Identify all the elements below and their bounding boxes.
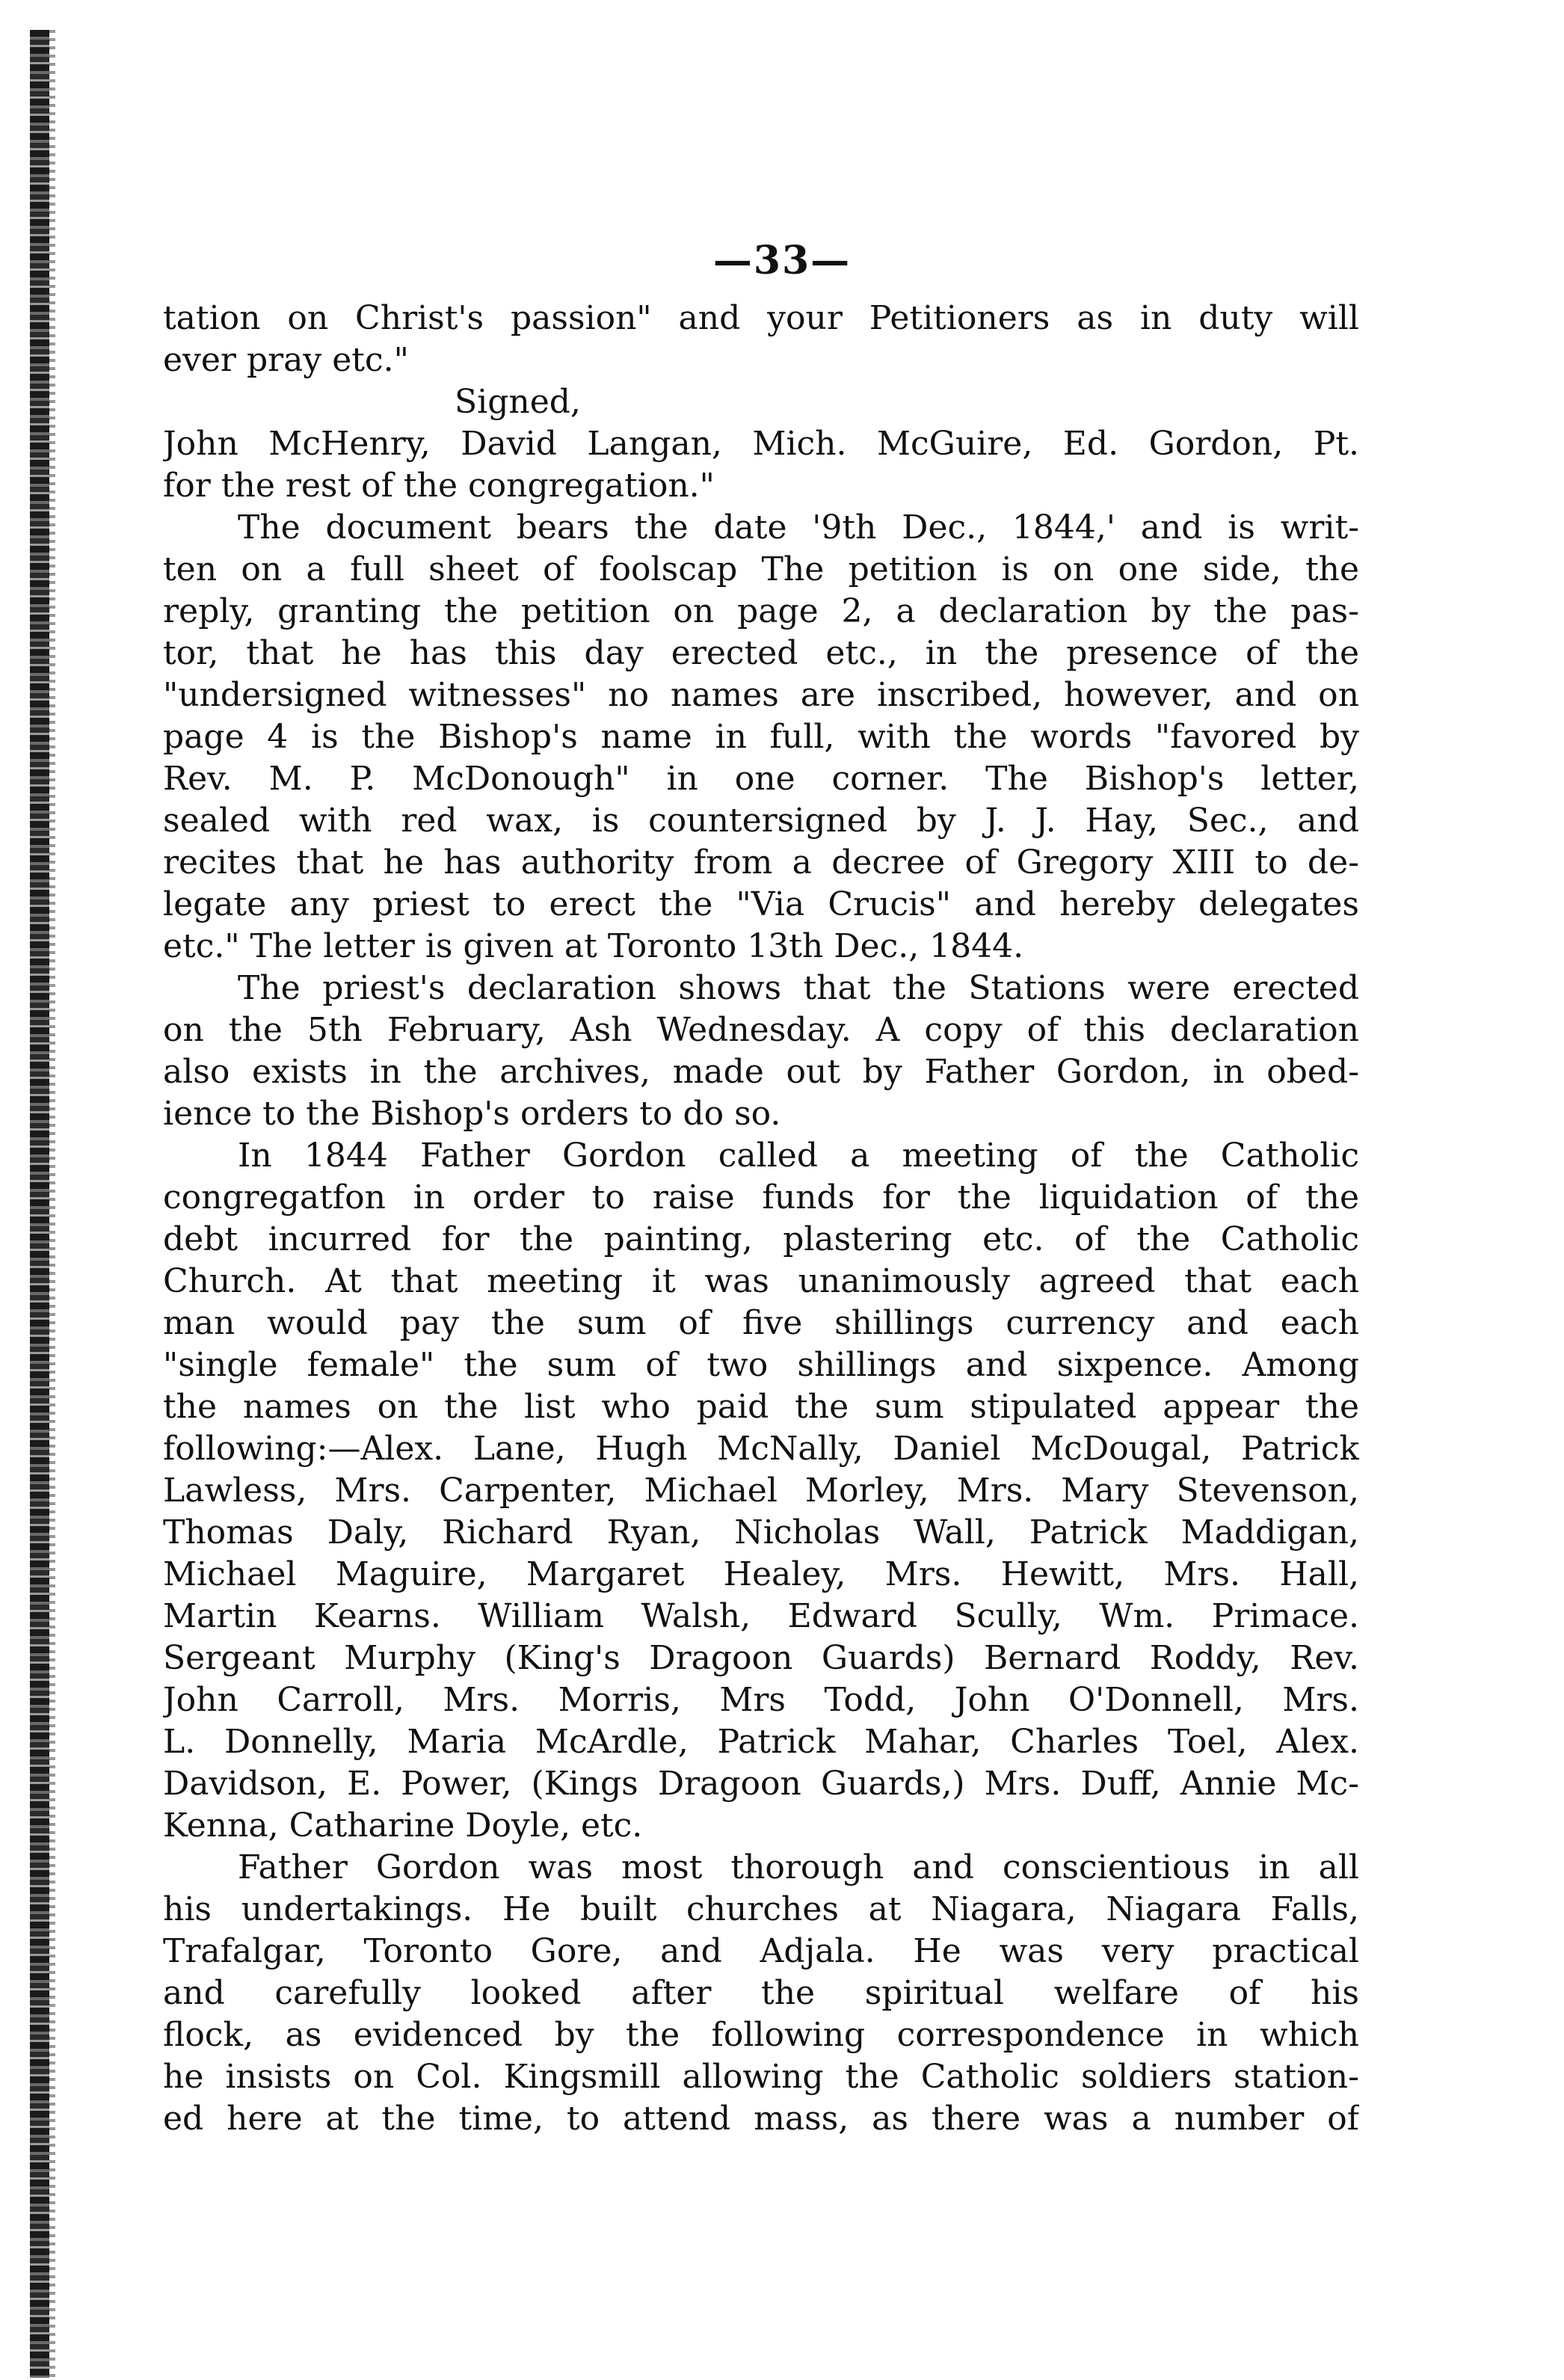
text-line: and carefully looked after the spiritual welfare of his [163, 1974, 1359, 2012]
text-line: The priest's declaration shows that the Stations were erected [238, 969, 1359, 1007]
text-line: John McHenry, David Langan, Mich. McGuire, Ed. Gordon, Pt. [163, 425, 1359, 463]
text-line: Father Gordon was most thorough and conscientious in all [238, 1848, 1359, 1887]
text-line: Martin Kearns. William Walsh, Edward Scully, Wm. Primace. [163, 1597, 1359, 1635]
text-line: Michael Maguire, Margaret Healey, Mrs. Hewitt, Mrs. Hall, [163, 1555, 1359, 1593]
text-line: "undersigned witnesses" no names are inscribed, however, and on [163, 676, 1359, 714]
text-line: legate any priest to erect the "Via Crucis" and hereby delegates [163, 885, 1359, 923]
text-line: flock, as evidenced by the following correspondence in which [163, 2016, 1359, 2054]
text-line: etc." The letter is given at Toronto 13th Dec., 1844. [163, 927, 1024, 965]
paragraph-document-description [163, 507, 1359, 968]
text-line: ience to the Bishop's orders to do so. [163, 1095, 781, 1133]
text-line: for the rest of the congregation." [163, 467, 715, 505]
page-binding-edge [30, 30, 49, 2378]
text-line: recites that he has authority from a decree of Gregory XIII to de- [163, 843, 1359, 882]
text-line: Sergeant Murphy (King's Dragoon Guards) Bernard Roddy, Rev. [163, 1639, 1359, 1677]
signed-label: Signed, [455, 383, 581, 421]
text-line: his undertakings. He built churches at Niagara, Niagara Falls, [163, 1890, 1359, 1928]
text-line: L. Donnelly, Maria McArdle, Patrick Mahar, Charles Toel, Alex. [163, 1723, 1359, 1761]
text-line: tation on Christ's passion" and your Petitioners as in duty will [163, 299, 1359, 337]
text-line: ever pray etc." [163, 341, 409, 379]
text-line: ten on a full sheet of foolscap The petition is on one side, the [163, 550, 1359, 588]
text-line: In 1844 Father Gordon called a meeting of the Catholic [238, 1137, 1359, 1175]
text-line: page 4 is the Bishop's name in full, with the words "favored by [163, 718, 1359, 756]
text-line: Trafalgar, Toronto Gore, and Adjala. He was very practical [163, 1932, 1359, 1970]
paragraph-priest-declaration [163, 968, 1359, 1135]
text-line: Church. At that meeting it was unanimously agreed that each [163, 1262, 1359, 1300]
text-line: congregatfon in order to raise funds for the liquidation of the [163, 1178, 1359, 1217]
paragraph-petition-close [163, 298, 1359, 381]
text-line: man would pay the sum of five shillings currency and each [163, 1304, 1359, 1342]
text-line: tor, that he has this day erected etc., in the presence of the [163, 634, 1359, 672]
text-line: The document bears the date '9th Dec., 1844,' and is writ- [238, 508, 1359, 547]
text-line: Lawless, Mrs. Carpenter, Michael Morley, Mrs. Mary Stevenson, [163, 1472, 1359, 1510]
text-line: on the 5th February, Ash Wednesday. A copy of this declaration [163, 1011, 1359, 1049]
text-line: also exists in the archives, made out by Father Gordon, in obed- [163, 1053, 1359, 1091]
text-line: ed here at the time, to attend mass, as there was a number of [163, 2100, 1359, 2138]
text-line: debt incurred for the painting, plastering etc. of the Catholic [163, 1220, 1359, 1258]
text-line: Davidson, E. Power, (Kings Dragoon Guards,) Mrs. Duff, Annie Mc- [163, 1765, 1359, 1803]
paragraph-signatures [163, 381, 1359, 507]
paragraph-father-gordon [163, 1847, 1359, 2140]
text-line: Kenna, Catharine Doyle, etc. [163, 1806, 643, 1845]
paragraph-meeting-1844 [163, 1135, 1359, 1847]
text-line: John Carroll, Mrs. Morris, Mrs Todd, John O'Donnell, Mrs. [163, 1681, 1359, 1719]
text-line: Rev. M. P. McDonough" in one corner. The Bishop's letter, [163, 760, 1359, 798]
text-line: following:—Alex. Lane, Hugh McNally, Daniel McDougal, Patrick [163, 1430, 1359, 1468]
text-line: reply, granting the petition on page 2, a declaration by the pas- [163, 592, 1359, 630]
page-body [163, 298, 1359, 2140]
text-line: sealed with red wax, is countersigned by J. J. Hay, Sec., and [163, 802, 1359, 840]
text-line: Thomas Daly, Richard Ryan, Nicholas Wall, Patrick Maddigan, [163, 1513, 1359, 1552]
text-line: he insists on Col. Kingsmill allowing the Catholic soldiers station- [163, 2058, 1359, 2096]
text-line: "single female" the sum of two shillings and sixpence. Among [163, 1346, 1359, 1384]
text-line: the names on the list who paid the sum stipulated appear the [163, 1388, 1359, 1426]
page-number: —33— [712, 238, 852, 283]
